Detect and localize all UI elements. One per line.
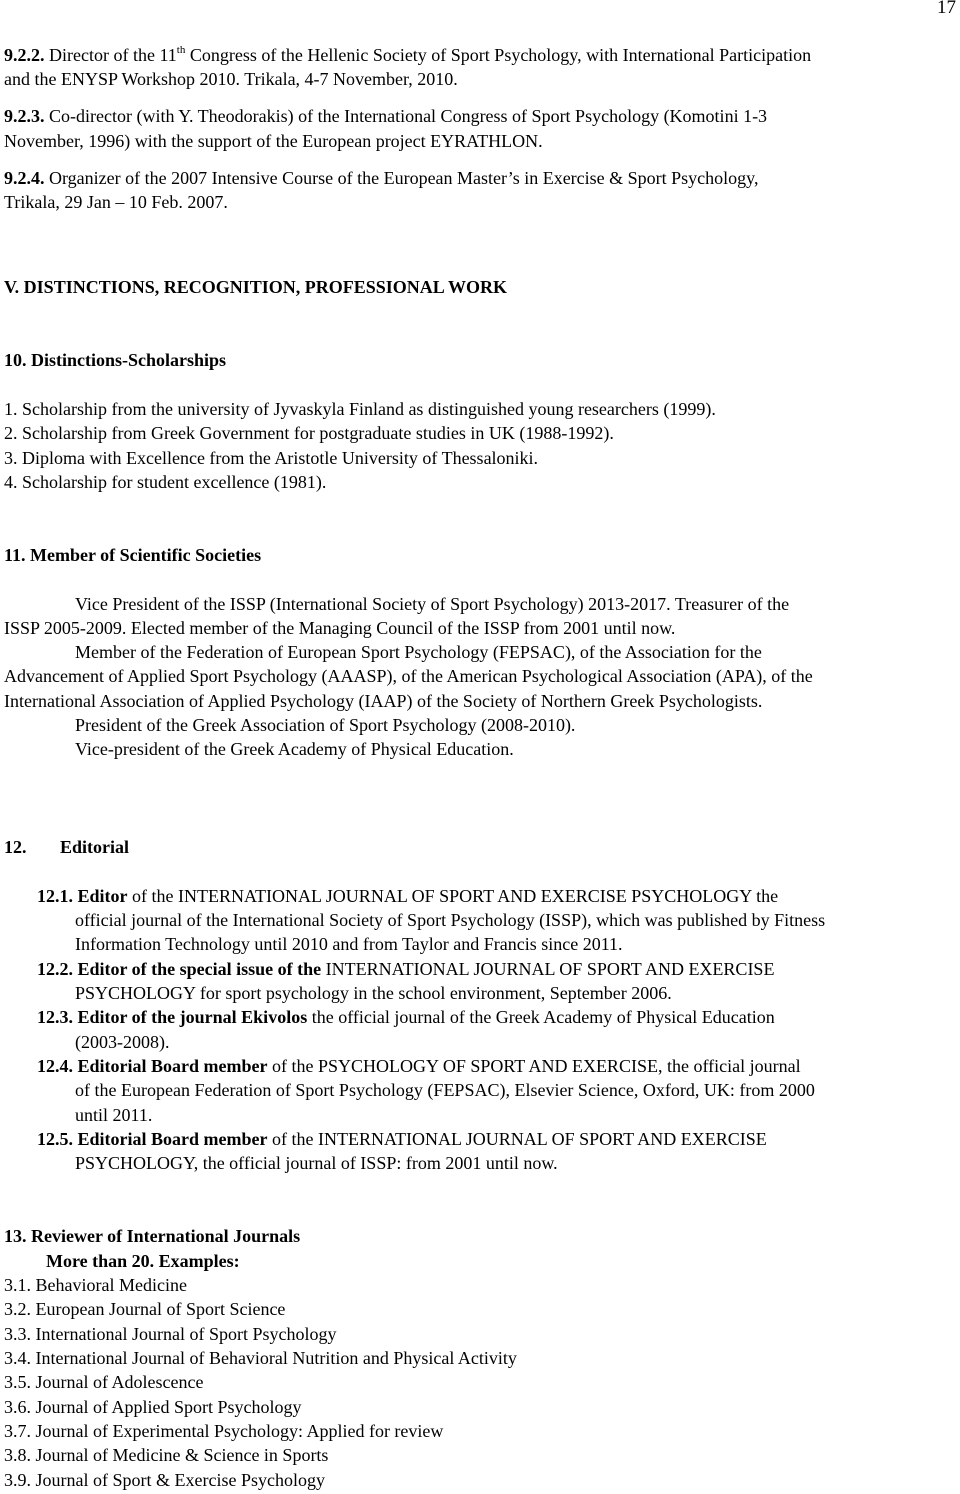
section-13-heading: 13. Reviewer of International Journals [4, 1226, 301, 1246]
item-9-2-3-line1: 9.2.3. Co-director (with Y. Theodorakis) of the International Congress of Sport Psychology (Komotini 1-3 [4, 106, 768, 126]
editorial-12-4-line2: of the European Federation of Sport Psychology (FEPSAC), Elsevier Science, Oxford, UK: from 2000 [75, 1080, 815, 1100]
editorial-12-1-line2: official journal of the International Society of Sport Psychology (ISSP), which was published by Fitness [75, 910, 826, 930]
editorial-12-2-line2: PSYCHOLOGY for sport psychology in the school environment, September 2006. [75, 983, 672, 1003]
list-item: 1. Scholarship from the university of Jyvaskyla Finland as distinguished young researchers (1999). [4, 399, 716, 419]
editorial-12-1-line3: Information Technology until 2010 and from Taylor and Francis since 2011. [75, 934, 623, 954]
society-line: Vice-president of the Greek Academy of Physical Education. [75, 739, 514, 759]
section-11-heading: 11. Member of Scientific Societies [4, 545, 262, 565]
item-number: 9.2.4. [4, 168, 45, 188]
society-line: Member of the Federation of European Sport Psychology (FEPSAC), of the Association for the [75, 642, 762, 662]
item-9-2-4-line1: 9.2.4. Organizer of the 2007 Intensive Course of the European Master’s in Exercise & Sport Psychology, [4, 168, 759, 188]
society-line: International Association of Applied Psychology (IAAP) of the Society of Northern Greek Psychologists. [4, 691, 763, 711]
journal-item: 3.6. Journal of Applied Sport Psychology [4, 1397, 302, 1417]
item-number: 9.2.3. [4, 106, 45, 126]
section-10-heading: 10. Distinctions-Scholarships [4, 350, 227, 370]
journal-item: 3.8. Journal of Medicine & Science in Sports [4, 1445, 329, 1465]
section-13-subheading: More than 20. Examples: [46, 1251, 240, 1271]
society-line: Vice President of the ISSP (International Society of Sport Psychology) 2013-2017. Treasurer of the [75, 594, 790, 614]
page-number: 17 [937, 0, 956, 18]
journal-item: 3.1. Behavioral Medicine [4, 1275, 187, 1295]
journal-item: 3.4. International Journal of Behavioral Nutrition and Physical Activity [4, 1348, 517, 1368]
journal-item: 3.5. Journal of Adolescence [4, 1372, 204, 1392]
editorial-12-3-line2: (2003-2008). [75, 1032, 170, 1052]
section-12-title: Editorial [60, 837, 130, 857]
superscript: th [176, 44, 186, 56]
list-item: 4. Scholarship for student excellence (1981). [4, 472, 327, 492]
society-line: Advancement of Applied Sport Psychology (AAASP), of the American Psychological Association (APA), of the [4, 666, 813, 686]
item-number: 9.2.2. [4, 45, 45, 65]
editorial-12-2-line1: 12.2. Editor of the special issue of the INTERNATIONAL JOURNAL OF SPORT AND EXERCISE [37, 959, 775, 979]
list-item: 3. Diploma with Excellence from the Aristotle University of Thessaloniki. [4, 448, 539, 468]
list-item: 2. Scholarship from Greek Government for postgraduate studies in UK (1988-1992). [4, 423, 614, 443]
item-9-2-3-line2: November, 1996) with the support of the European project EYRATHLON. [4, 131, 543, 151]
journal-item: 3.3. International Journal of Sport Psychology [4, 1324, 337, 1344]
editorial-12-4-line1: 12.4. Editorial Board member of the PSYCHOLOGY OF SPORT AND EXERCISE, the official journal [37, 1056, 801, 1076]
item-9-2-2-line1: 9.2.2. Director of the 11th Congress of the Hellenic Society of Sport Psychology, with International Participation [4, 44, 812, 65]
journal-item: 3.7. Journal of Experimental Psychology: Applied for review [4, 1421, 444, 1441]
item-9-2-4-line2: Trikala, 29 Jan – 10 Feb. 2007. [4, 192, 228, 212]
journal-item: 3.2. European Journal of Sport Science [4, 1299, 286, 1319]
editorial-12-3-line1: 12.3. Editor of the journal Ekivolos the official journal of the Greek Academy of Physical Education [37, 1007, 775, 1027]
item-9-2-2-line2: and the ENYSP Workshop 2010. Trikala, 4-7 November, 2010. [4, 69, 458, 89]
section-v-heading: V. DISTINCTIONS, RECOGNITION, PROFESSIONAL WORK [4, 277, 507, 297]
editorial-12-5-line2: PSYCHOLOGY, the official journal of ISSP: from 2001 until now. [75, 1153, 558, 1173]
society-line: ISSP 2005-2009. Elected member of the Managing Council of the ISSP from 2001 until now. [4, 618, 676, 638]
editorial-12-4-line3: until 2011. [75, 1105, 153, 1125]
editorial-12-1-line1: 12.1. Editor of the INTERNATIONAL JOURNAL OF SPORT AND EXERCISE PSYCHOLOGY the [37, 886, 779, 906]
journal-item: 3.9. Journal of Sport & Exercise Psychology [4, 1470, 325, 1490]
society-line: President of the Greek Association of Sport Psychology (2008-2010). [75, 715, 576, 735]
editorial-12-5-line1: 12.5. Editorial Board member of the INTERNATIONAL JOURNAL OF SPORT AND EXERCISE [37, 1129, 767, 1149]
section-12-number: 12. [4, 837, 27, 857]
